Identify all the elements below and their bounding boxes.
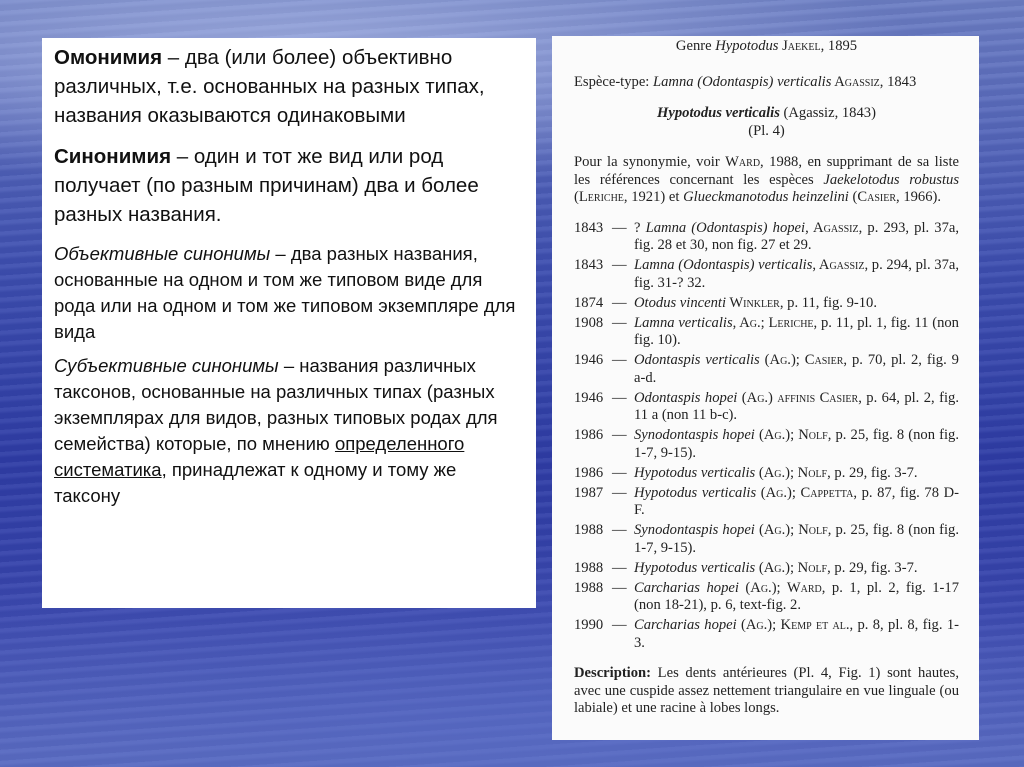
list-item <box>574 295 959 313</box>
entry-dash: — <box>612 389 627 406</box>
entry-text <box>634 295 959 313</box>
entry-year: 1946 <box>574 352 604 368</box>
entry-dash: — <box>612 294 627 311</box>
list-item <box>574 427 959 462</box>
synonymy-paragraph <box>54 142 524 229</box>
synonymy-author-2: Leriche <box>578 189 624 205</box>
subjective-synonyms-paragraph <box>54 353 524 509</box>
entry-rest: , p. 25, fig. 8 (non fig. 1-7, 9-15). <box>634 427 959 461</box>
synonymy-text-e: ( <box>848 189 858 205</box>
entry-author: (Ag.); Kemp et al. <box>736 617 850 633</box>
synonymy-definition: – один и тот же вид или род получает (по разным причинам) два и более разных названия. <box>54 145 479 226</box>
synonymy-text-c: ( <box>574 189 579 205</box>
entry-name: Odontaspis verticalis <box>634 352 760 368</box>
entry-text <box>634 257 959 292</box>
entry-text <box>634 315 959 350</box>
entry-author: , Ag.; Leriche <box>732 314 814 331</box>
genre-heading <box>574 38 959 56</box>
entry-name: Hypotodus verticalis <box>634 484 757 501</box>
entry-year: 1987 <box>574 484 604 501</box>
entry-author: (Ag.); Cappetta <box>756 484 854 501</box>
entry-text <box>634 220 959 255</box>
entry-name: Lamna (Odontaspis) verticalis <box>634 257 813 273</box>
genre-year: , 1895 <box>820 38 858 54</box>
entry-name: Lamna (Odontaspis) hopei <box>645 219 806 236</box>
entry-year: 1946 <box>574 389 604 406</box>
list-item <box>574 522 959 557</box>
subjective-synonyms-term: Субъективные синонимы <box>54 355 279 376</box>
entry-name: Otodus vincenti <box>634 294 727 311</box>
entry-dash: — <box>612 352 627 368</box>
genre-label: Genre <box>675 38 716 54</box>
entry-dash: — <box>612 579 627 596</box>
entry-name: Carcharias hopei <box>634 617 737 633</box>
description-text: Les dents antérieures (Pl. 4, Fig. 1) sont hautes, avec une cuspide assez nettement triangulaire en vue linguale (ou labiale) et une racine à lobes longs. <box>574 665 959 716</box>
list-item <box>574 465 959 483</box>
entry-author: , Agassiz <box>805 219 859 236</box>
entry-rest: , p. 64, pl. 2, fig. 11 a (non 11 b-c). <box>634 389 960 423</box>
entry-author: (Ag.); Nolf <box>755 464 828 481</box>
synonymy-species-2: Glueckmanotodus heinzelini <box>683 189 849 205</box>
entry-year: 1986 <box>574 464 604 481</box>
objective-synonyms-definition: – два разных названия, основанные на одном и том же типовом виде для рода или на одном и том же типовом экземпляре для вида <box>54 243 516 342</box>
species-type-name: Lamna (Odontaspis) verticalis <box>653 73 832 90</box>
synonymy-text-d: , 1921) et <box>623 189 684 205</box>
synonymy-term: Синонимия <box>54 145 172 168</box>
entry-author: (Ag.); Casier <box>759 352 844 368</box>
list-item <box>574 220 959 255</box>
entry-author: (Ag.); Nolf <box>755 559 828 576</box>
entry-name: Hypotodus verticalis <box>634 464 756 481</box>
entry-name: Carcharias hopei <box>634 579 739 596</box>
entry-rest: , p. 11, fig. 9-10. <box>779 294 877 311</box>
entry-author: Winkler <box>726 294 780 311</box>
homonymy-paragraph <box>54 43 524 130</box>
entry-name: Lamna verticalis <box>634 314 733 331</box>
entry-text <box>634 352 959 387</box>
entry-year: 1908 <box>574 314 604 331</box>
entry-author: (Ag.); Nolf <box>754 427 828 443</box>
homonymy-definition: – два (или более) объективно различных, т.е. основанных на разных типах, названия оказываются одинаковыми <box>54 46 485 127</box>
synonymy-list <box>574 220 959 653</box>
list-item <box>574 352 959 387</box>
entry-rest: , p. 25, fig. 8 (non fig. 1-7, 9-15). <box>634 522 959 556</box>
species-type-line <box>574 74 959 92</box>
entry-text <box>634 522 959 557</box>
entry-year: 1874 <box>574 294 604 311</box>
subjective-synonyms-definition-b: , принадлежат к одному и тому же таксону <box>54 459 457 506</box>
entry-text <box>634 617 959 652</box>
species-type-author: Agassiz <box>831 73 880 90</box>
list-item <box>574 580 959 615</box>
entry-author: (Ag.); Nolf <box>754 522 828 538</box>
entry-rest: , p. 29, fig. 3-7. <box>827 464 918 481</box>
entry-author: (Ag.); Ward <box>738 579 822 596</box>
synonymy-species-1: Jaekelotodus robustus <box>823 171 959 188</box>
synonymy-text-b: , 1988, en supprimant de sa liste les références concernant les espèces <box>574 154 959 188</box>
list-item <box>574 315 959 350</box>
entry-year: 1843 <box>574 219 604 236</box>
entry-year: 1990 <box>574 617 604 633</box>
entry-dash: — <box>612 257 627 273</box>
entry-name: Odontaspis hopei <box>634 389 738 406</box>
objective-synonyms-paragraph <box>54 241 524 345</box>
systematist-underlined: определенного систематика <box>54 433 465 480</box>
species-plate: (Pl. 4) <box>748 122 785 139</box>
species-type-year: , 1843 <box>879 73 917 90</box>
entry-year: 1988 <box>574 579 604 596</box>
entry-text <box>634 465 959 483</box>
entry-rest: , p. 293, pl. 37a, fig. 28 et 30, non fig. 27 et 29. <box>634 219 959 253</box>
species-type-label: Espèce-type: <box>574 73 654 90</box>
entry-name: Synodontaspis hopei <box>634 427 755 443</box>
entry-year: 1988 <box>574 559 604 576</box>
entry-rest: , p. 8, pl. 8, fig. 1-3. <box>634 617 959 651</box>
entry-author: , Agassiz <box>812 257 865 273</box>
entry-dash: — <box>612 559 627 576</box>
species-title <box>574 105 959 123</box>
entry-prefix: ? <box>634 219 646 236</box>
entry-rest: , p. 87, fig. 78 D-F. <box>634 484 959 518</box>
list-item <box>574 390 959 425</box>
entry-text <box>634 560 959 578</box>
entry-name: Synodontaspis hopei <box>634 522 755 538</box>
synonymy-paragraph-fr <box>574 154 959 207</box>
entry-text <box>634 427 959 462</box>
list-item <box>574 560 959 578</box>
entry-dash: — <box>612 427 627 443</box>
entry-name: Hypotodus verticalis <box>634 559 756 576</box>
entry-dash: — <box>612 314 627 331</box>
homonymy-term: Омонимия <box>54 46 163 69</box>
objective-synonyms-term: Объективные синонимы <box>54 243 271 264</box>
entry-dash: — <box>612 617 627 633</box>
entry-dash: — <box>612 484 627 501</box>
entry-year: 1986 <box>574 427 604 443</box>
entry-rest: , p. 29, fig. 3-7. <box>827 559 918 576</box>
entry-rest: , p. 70, pl. 2, fig. 9 a-d. <box>634 352 959 386</box>
entry-rest: , p. 1, pl. 2, fig. 1-17 (non 18-21), p. 6, text-fig. 2. <box>634 579 959 613</box>
entry-year: 1988 <box>574 522 604 538</box>
genre-name: Hypotodus <box>715 38 779 54</box>
entry-rest: , p. 294, pl. 37a, fig. 31-? 32. <box>634 257 959 291</box>
synonymy-text-a: Pour la synonymie, voir <box>574 154 726 170</box>
entry-dash: — <box>612 219 627 236</box>
description-label: Description: <box>574 665 652 681</box>
definitions-panel <box>42 38 536 608</box>
entry-rest: , p. 11, pl. 1, fig. 11 (non fig. 10). <box>634 314 959 348</box>
entry-text <box>634 580 959 615</box>
list-item <box>574 485 959 520</box>
entry-author: (Ag.) affinis Casier <box>737 389 859 406</box>
species-name: Hypotodus verticalis <box>657 105 780 121</box>
description-paragraph <box>574 665 959 718</box>
genre-author: Jaekel <box>778 38 821 54</box>
list-item <box>574 257 959 292</box>
scanned-page <box>552 36 979 740</box>
synonymy-author-3: Casier <box>857 189 897 205</box>
list-item <box>574 617 959 652</box>
entry-text <box>634 390 959 425</box>
synonymy-author-1: Ward <box>725 154 761 170</box>
entry-text <box>634 485 959 520</box>
entry-dash: — <box>612 464 627 481</box>
species-author: (Agassiz, 1843) <box>779 105 876 121</box>
synonymy-text-f: , 1966). <box>896 189 942 205</box>
subjective-synonyms-definition-a: – названия различных таксонов, основанные на различных типах (разных экземплярах для видов, разных типовых родах для семейства) которые, по мнению <box>54 355 498 454</box>
entry-year: 1843 <box>574 257 604 273</box>
entry-dash: — <box>612 522 627 538</box>
